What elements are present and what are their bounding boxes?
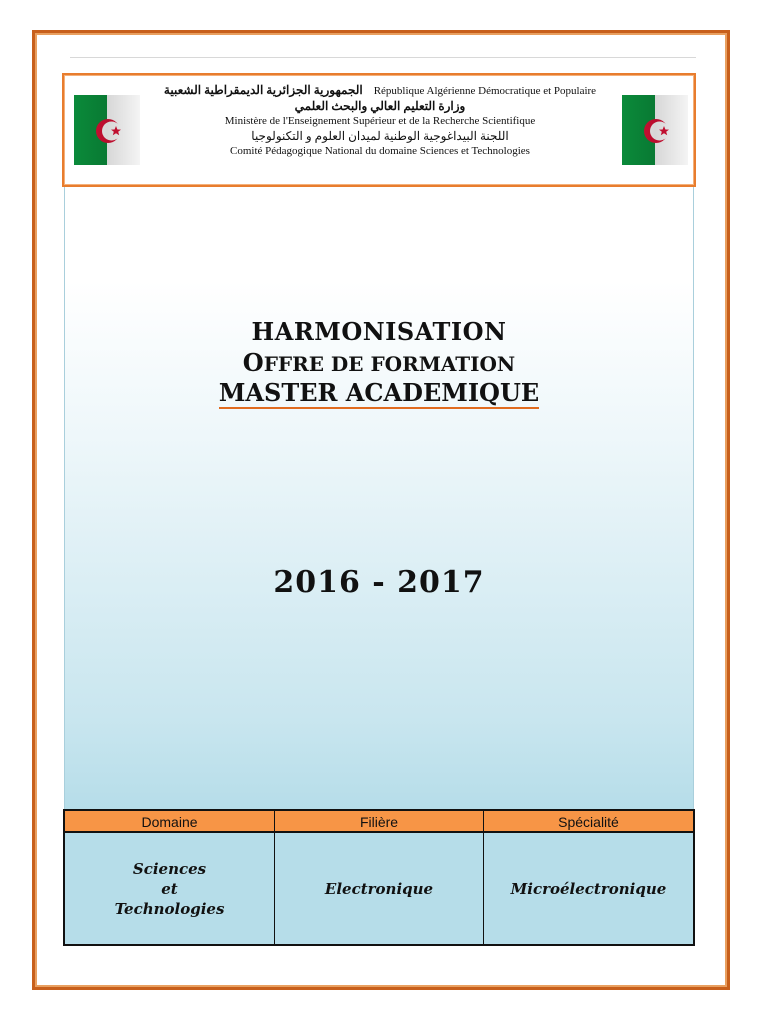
cell-filiere: Electronique: [324, 879, 434, 898]
domaine-line: Sciences: [132, 859, 207, 878]
arabic-republic-name: الجمهورية الجزائرية الديمقراطية الشعبية: [163, 83, 363, 97]
cell-specialite: Microélectronique: [510, 879, 667, 898]
header-specialite: Spécialité: [558, 814, 619, 830]
cover-panel: [64, 187, 694, 810]
table-header-row: [65, 811, 693, 833]
cell-domaine: [65, 833, 274, 944]
academic-year: 2016 - 2017: [273, 565, 485, 600]
french-republic-name: République Algérienne Démocratique et Populaire: [373, 85, 597, 97]
title-harmonisation: HARMONISATION: [251, 317, 507, 346]
header-filiere: Filière: [359, 814, 399, 830]
institution-header: [62, 73, 696, 187]
program-table: [63, 809, 695, 946]
domaine-line: et: [161, 879, 178, 898]
header-text-block: [144, 83, 616, 159]
title-block: [65, 317, 693, 409]
algerian-flag-icon: [74, 95, 140, 165]
french-ministry-name: Ministère de l'Enseignement Supérieur et de la Recherche Scientifique: [224, 115, 536, 127]
algerian-flag-icon: [622, 95, 688, 165]
title-small-caps: FFRE DE FORMATION: [263, 352, 516, 376]
header-domaine: Domaine: [141, 814, 198, 830]
french-committee-name: Comité Pédagogique National du domaine Sciences et Technologies: [230, 145, 530, 157]
title-master-academique: MASTER ACADEMIQUE: [218, 378, 540, 407]
header-rule: [70, 57, 696, 58]
arabic-ministry-name: وزارة التعليم العالي والبحث العلمي: [294, 99, 466, 113]
title-initial: O: [242, 348, 264, 377]
title-offre-de-formation: [65, 348, 693, 377]
arabic-committee-name: اللجنة البيداغوجية الوطنية لميدان العلوم و التكنولوجيا: [251, 129, 509, 143]
domaine-line: Technologies: [114, 899, 225, 918]
